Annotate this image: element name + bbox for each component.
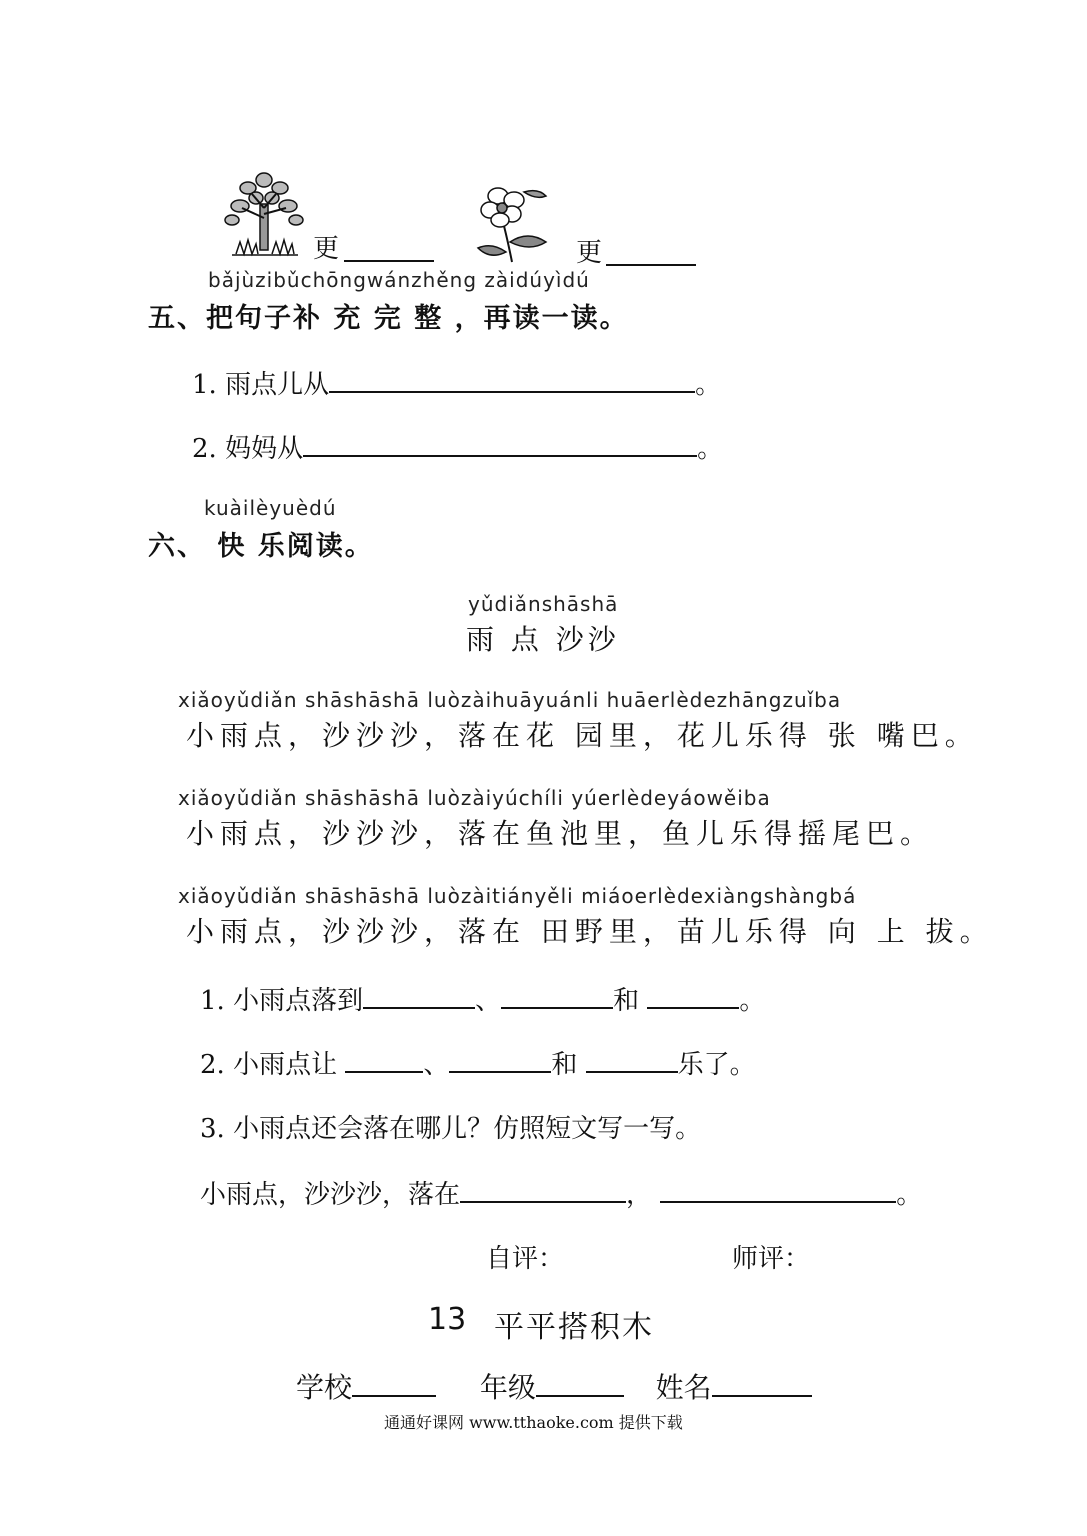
teacher-evaluation-label: 师评：	[732, 1244, 811, 1274]
poem-line1-text: 小雨点，沙沙沙，落在花 园里，花儿乐得 张 嘴巴。	[186, 719, 979, 752]
imitation-blank-2[interactable]	[660, 1175, 896, 1203]
section5-item2-end: 。	[697, 434, 724, 464]
school-blank[interactable]	[352, 1369, 436, 1397]
imitation-end: 。	[896, 1180, 923, 1210]
poem-line2-pinyin: xiǎoyǔdiǎn shāshāshā luòzàiyúchíli yúerlèdeyáowěiba	[178, 786, 771, 810]
question-2-blank-2[interactable]	[449, 1045, 551, 1073]
imitation-sep: ，	[626, 1180, 653, 1210]
section5-item1-blank[interactable]	[329, 365, 695, 393]
section6-heading: 六、 快 乐阅读。	[148, 531, 374, 562]
section5-item2	[192, 428, 723, 465]
name-blank[interactable]	[712, 1369, 812, 1397]
question-2-prefix: 2. 小雨点让	[200, 1050, 338, 1080]
question-2-sep2: 和	[551, 1050, 578, 1080]
imitation-writing	[200, 1174, 922, 1211]
school-label: 学校	[296, 1371, 353, 1404]
tree-illustration	[218, 168, 310, 258]
question-1-blank-1[interactable]	[363, 981, 475, 1009]
compare-tree-blank[interactable]	[344, 234, 434, 266]
section5-item1	[192, 364, 721, 401]
lesson-title: 平平搭积木	[494, 1310, 654, 1345]
grade-blank[interactable]	[536, 1369, 624, 1397]
section5-pinyin: bǎjùzibǔchōngwánzhěng zàidúyìdú	[208, 268, 590, 292]
question-1-sep2: 和	[613, 986, 640, 1016]
poem-line3-text: 小雨点，沙沙沙，落在 田野里，苗儿乐得 向 上 拔。	[186, 915, 994, 948]
question-1-prefix: 1. 小雨点落到	[200, 986, 364, 1016]
tree-icon	[218, 168, 310, 258]
imitation-prefix: 小雨点，沙沙沙，落在	[200, 1180, 461, 1210]
question-1-blank-3[interactable]	[647, 981, 739, 1009]
name-label: 姓名	[655, 1371, 712, 1404]
flower-icon	[468, 182, 552, 266]
question-2-blank-3[interactable]	[586, 1045, 678, 1073]
question-1-sep1: 、	[475, 986, 502, 1016]
question-2-blank-1[interactable]	[345, 1045, 423, 1073]
section5-item1-end: 。	[695, 370, 722, 400]
flower-illustration	[468, 182, 552, 266]
self-evaluation-label: 自评：	[486, 1244, 565, 1274]
compare-tree-word: 更	[313, 234, 340, 264]
section6-pinyin: kuàilèyuèdú	[204, 496, 337, 520]
section5-heading: 五、把句子补 充 完 整 ，再读一读。	[148, 303, 629, 334]
poem-line1-pinyin: xiǎoyǔdiǎn shāshāshā luòzàihuāyuánli huāerlèdezhāngzuǐba	[178, 688, 842, 712]
section5-item1-prefix: 1. 雨点儿从	[192, 370, 330, 400]
section5-item2-blank[interactable]	[303, 429, 697, 457]
question-2	[200, 1044, 756, 1081]
lesson-number: 13	[428, 1302, 467, 1337]
poem-line2-text: 小雨点，沙沙沙，落在鱼池里，鱼儿乐得摇尾巴。	[186, 817, 935, 850]
question-1-end: 。	[739, 986, 766, 1016]
question-2-sep1: 、	[423, 1050, 450, 1080]
student-info-row	[296, 1366, 812, 1406]
compare-flower-word: 更	[576, 238, 603, 268]
section5-item2-prefix: 2. 妈妈从	[192, 434, 304, 464]
compare-flower-blank[interactable]	[606, 238, 696, 270]
grade-label: 年级	[479, 1371, 536, 1404]
poem-line3-pinyin: xiǎoyǔdiǎn shāshāshā luòzàitiányěli miáoerlèdexiàngshàngbá	[178, 884, 857, 908]
reading-title: 雨 点 沙沙	[466, 623, 620, 656]
question-1-blank-2[interactable]	[501, 981, 613, 1009]
reading-title-pinyin: yǔdiǎnshāshā	[468, 592, 619, 616]
footer-credit: 通通好课网 www.tthaoke.com 提供下载	[384, 1413, 683, 1432]
question-1	[200, 980, 765, 1017]
question-3: 3. 小雨点还会落在哪儿？仿照短文写一写。	[200, 1114, 702, 1144]
question-2-end: 乐了。	[677, 1050, 756, 1080]
imitation-blank-1[interactable]	[460, 1175, 626, 1203]
